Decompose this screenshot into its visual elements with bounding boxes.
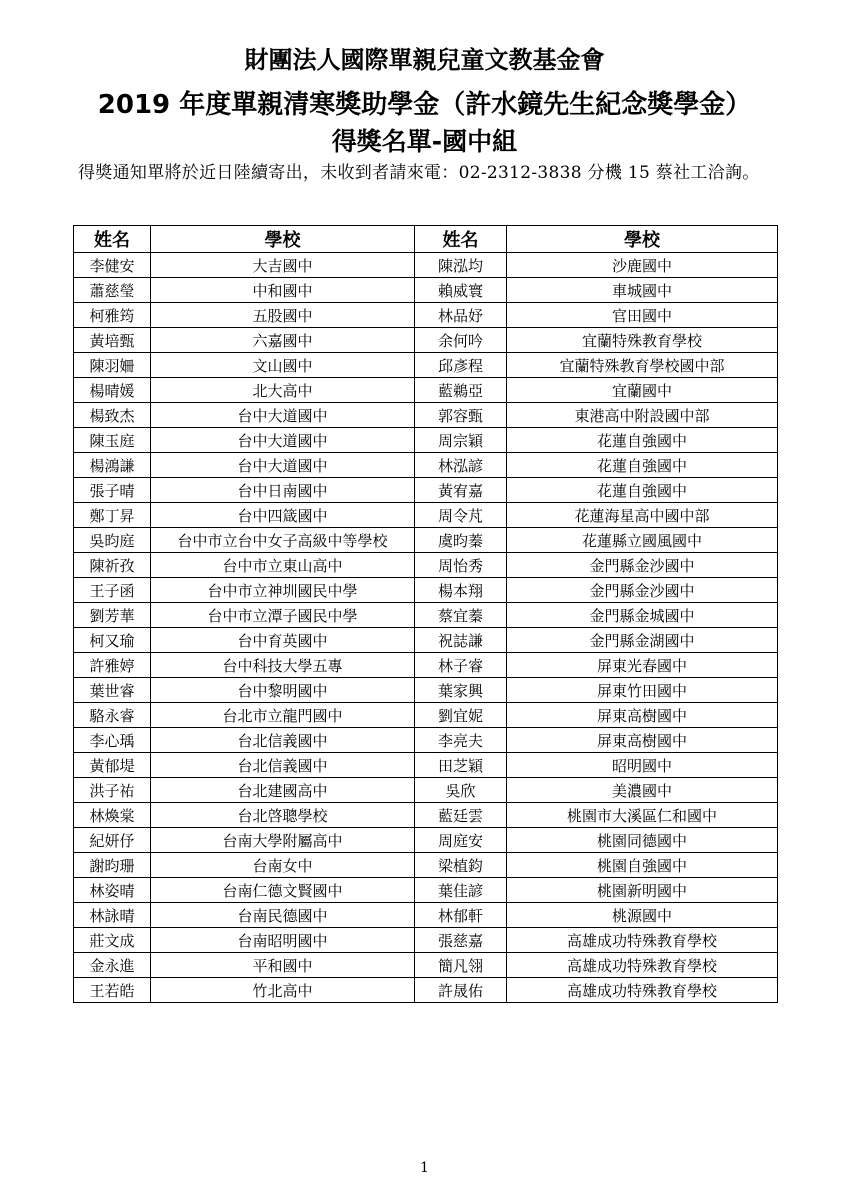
header-name-2: 姓名 [415, 226, 507, 253]
student-name-cell: 李健安 [74, 253, 151, 278]
table-row [74, 403, 778, 428]
student-name-cell: 吳昀庭 [74, 528, 151, 553]
student-name-cell: 張子晴 [74, 478, 151, 503]
student-name-cell: 林煥棠 [74, 803, 151, 828]
student-name-cell: 余何吟 [415, 328, 507, 353]
table-row [74, 778, 778, 803]
school-cell: 桃園市大溪區仁和國中 [507, 803, 778, 828]
school-cell: 台中大道國中 [151, 428, 415, 453]
student-name-cell: 駱永睿 [74, 703, 151, 728]
notice-text: 得獎通知單將於近日陸續寄出，未收到者請來電：02-2312-3838 分機 15 蔡社工洽詢。 [78, 163, 760, 183]
school-cell: 台南仁德文賢國中 [151, 878, 415, 903]
table-row [74, 953, 778, 978]
student-name-cell: 謝昀珊 [74, 853, 151, 878]
student-name-cell: 林子睿 [415, 653, 507, 678]
school-cell: 台中市立台中女子高級中等學校 [151, 528, 415, 553]
student-name-cell: 鄭丁昇 [74, 503, 151, 528]
school-cell: 台中育英國中 [151, 628, 415, 653]
school-cell: 五股國中 [151, 303, 415, 328]
student-name-cell: 莊文成 [74, 928, 151, 953]
school-cell: 車城國中 [507, 278, 778, 303]
student-name-cell: 劉宜妮 [415, 703, 507, 728]
school-cell: 竹北高中 [151, 978, 415, 1003]
student-name-cell: 王子函 [74, 578, 151, 603]
school-cell: 台中四箴國中 [151, 503, 415, 528]
student-name-cell: 楊本翔 [415, 578, 507, 603]
school-cell: 台北信義國中 [151, 753, 415, 778]
student-name-cell: 周怡秀 [415, 553, 507, 578]
student-name-cell: 蔡宜蓁 [415, 603, 507, 628]
school-cell: 昭明國中 [507, 753, 778, 778]
school-cell: 台北建國高中 [151, 778, 415, 803]
student-name-cell: 葉佳諺 [415, 878, 507, 903]
school-cell: 中和國中 [151, 278, 415, 303]
student-name-cell: 藍鵜亞 [415, 378, 507, 403]
student-name-cell: 柯雅筠 [74, 303, 151, 328]
school-cell: 沙鹿國中 [507, 253, 778, 278]
student-name-cell: 許雅婷 [74, 653, 151, 678]
student-name-cell: 虞昀蓁 [415, 528, 507, 553]
student-name-cell: 郭容甄 [415, 403, 507, 428]
table-row [74, 253, 778, 278]
table-row [74, 928, 778, 953]
student-name-cell: 陳祈孜 [74, 553, 151, 578]
student-name-cell: 田芝穎 [415, 753, 507, 778]
table-row [74, 978, 778, 1003]
page-number: 1 [420, 1160, 429, 1176]
student-name-cell: 陳羽姍 [74, 353, 151, 378]
student-name-cell: 吳欣 [415, 778, 507, 803]
school-cell: 台南大學附屬高中 [151, 828, 415, 853]
school-cell: 屏東竹田國中 [507, 678, 778, 703]
school-cell: 屏東高樹國中 [507, 728, 778, 753]
table-row [74, 503, 778, 528]
school-cell: 宜蘭特殊教育學校 [507, 328, 778, 353]
header-school-1: 學校 [151, 226, 415, 253]
student-name-cell: 柯又瑜 [74, 628, 151, 653]
student-name-cell: 賴威寰 [415, 278, 507, 303]
school-cell: 桃源國中 [507, 903, 778, 928]
table-row [74, 853, 778, 878]
student-name-cell: 陳玉庭 [74, 428, 151, 453]
school-cell: 宜蘭特殊教育學校國中部 [507, 353, 778, 378]
school-cell: 台南女中 [151, 853, 415, 878]
school-cell: 台南昭明國中 [151, 928, 415, 953]
school-cell: 金門縣金沙國中 [507, 578, 778, 603]
student-name-cell: 王若皓 [74, 978, 151, 1003]
table-row [74, 603, 778, 628]
table-row [74, 828, 778, 853]
student-name-cell: 許晟佑 [415, 978, 507, 1003]
organization-name: 財團法人國際單親兒童文教基金會 [244, 46, 605, 74]
student-name-cell: 周令芃 [415, 503, 507, 528]
school-cell: 台中科技大學五專 [151, 653, 415, 678]
student-name-cell: 周庭安 [415, 828, 507, 853]
student-name-cell: 林品妤 [415, 303, 507, 328]
table-row [74, 528, 778, 553]
school-cell: 高雄成功特殊教育學校 [507, 928, 778, 953]
student-name-cell: 陳泓均 [415, 253, 507, 278]
school-cell: 台中市立潭子國民中學 [151, 603, 415, 628]
school-cell: 六嘉國中 [151, 328, 415, 353]
school-cell: 北大高中 [151, 378, 415, 403]
header-school-2: 學校 [507, 226, 778, 253]
table-row [74, 653, 778, 678]
student-name-cell: 葉世睿 [74, 678, 151, 703]
school-cell: 花蓮縣立國風國中 [507, 528, 778, 553]
student-name-cell: 李亮夫 [415, 728, 507, 753]
student-name-cell: 楊鴻謙 [74, 453, 151, 478]
school-cell: 桃園自強國中 [507, 853, 778, 878]
school-cell: 屏東高樹國中 [507, 703, 778, 728]
student-name-cell: 紀妍伃 [74, 828, 151, 853]
school-cell: 美濃國中 [507, 778, 778, 803]
school-cell: 台中黎明國中 [151, 678, 415, 703]
student-name-cell: 黃郁堤 [74, 753, 151, 778]
student-name-cell: 蕭慈瑩 [74, 278, 151, 303]
school-cell: 官田國中 [507, 303, 778, 328]
table-row [74, 303, 778, 328]
student-name-cell: 張慈嘉 [415, 928, 507, 953]
school-cell: 台北市立龍門國中 [151, 703, 415, 728]
school-cell: 金門縣金沙國中 [507, 553, 778, 578]
student-name-cell: 葉家興 [415, 678, 507, 703]
school-cell: 花蓮自強國中 [507, 453, 778, 478]
school-cell: 台北啓聰學校 [151, 803, 415, 828]
table-row [74, 753, 778, 778]
school-cell: 東港高中附設國中部 [507, 403, 778, 428]
school-cell: 大吉國中 [151, 253, 415, 278]
school-cell: 文山國中 [151, 353, 415, 378]
table-row [74, 678, 778, 703]
student-name-cell: 黃培甄 [74, 328, 151, 353]
table-row [74, 478, 778, 503]
document-subtitle: 得獎名單-國中組 [331, 127, 518, 156]
document-title: 2019 年度單親清寒獎助學金（許水鏡先生紀念獎學金） [97, 90, 752, 120]
table-row [74, 628, 778, 653]
table-row [74, 378, 778, 403]
table-row [74, 703, 778, 728]
table-row [74, 453, 778, 478]
table-row [74, 278, 778, 303]
school-cell: 高雄成功特殊教育學校 [507, 953, 778, 978]
student-name-cell: 藍廷雲 [415, 803, 507, 828]
table-row [74, 353, 778, 378]
student-name-cell: 祝誌謙 [415, 628, 507, 653]
student-name-cell: 黃宥嘉 [415, 478, 507, 503]
school-cell: 台中市立東山高中 [151, 553, 415, 578]
student-name-cell: 李心瑀 [74, 728, 151, 753]
student-name-cell: 劉芳華 [74, 603, 151, 628]
student-name-cell: 邱彥程 [415, 353, 507, 378]
student-name-cell: 梁植鈞 [415, 853, 507, 878]
school-cell: 台南民德國中 [151, 903, 415, 928]
school-cell: 平和國中 [151, 953, 415, 978]
table-row [74, 578, 778, 603]
school-cell: 花蓮海星高中國中部 [507, 503, 778, 528]
school-cell: 桃園新明國中 [507, 878, 778, 903]
winners-table [73, 225, 778, 1003]
table-row [74, 803, 778, 828]
student-name-cell: 林郁軒 [415, 903, 507, 928]
school-cell: 台中日南國中 [151, 478, 415, 503]
student-name-cell: 金永進 [74, 953, 151, 978]
table-row [74, 903, 778, 928]
header-name-1: 姓名 [74, 226, 151, 253]
school-cell: 金門縣金城國中 [507, 603, 778, 628]
table-row [74, 878, 778, 903]
student-name-cell: 林泓諺 [415, 453, 507, 478]
student-name-cell: 林姿晴 [74, 878, 151, 903]
table-row [74, 328, 778, 353]
student-name-cell: 林詠晴 [74, 903, 151, 928]
table-header-row [74, 226, 778, 253]
table-row [74, 428, 778, 453]
student-name-cell: 周宗穎 [415, 428, 507, 453]
school-cell: 台中大道國中 [151, 403, 415, 428]
student-name-cell: 楊晴媛 [74, 378, 151, 403]
student-name-cell: 簡凡翎 [415, 953, 507, 978]
table-body [74, 253, 778, 1003]
school-cell: 宜蘭國中 [507, 378, 778, 403]
school-cell: 屏東光春國中 [507, 653, 778, 678]
student-name-cell: 楊致杰 [74, 403, 151, 428]
table-row [74, 728, 778, 753]
school-cell: 高雄成功特殊教育學校 [507, 978, 778, 1003]
school-cell: 花蓮自強國中 [507, 478, 778, 503]
school-cell: 桃園同德國中 [507, 828, 778, 853]
school-cell: 台中大道國中 [151, 453, 415, 478]
school-cell: 花蓮自強國中 [507, 428, 778, 453]
school-cell: 台北信義國中 [151, 728, 415, 753]
school-cell: 金門縣金湖國中 [507, 628, 778, 653]
table-row [74, 553, 778, 578]
student-name-cell: 洪子祐 [74, 778, 151, 803]
school-cell: 台中市立神圳國民中學 [151, 578, 415, 603]
